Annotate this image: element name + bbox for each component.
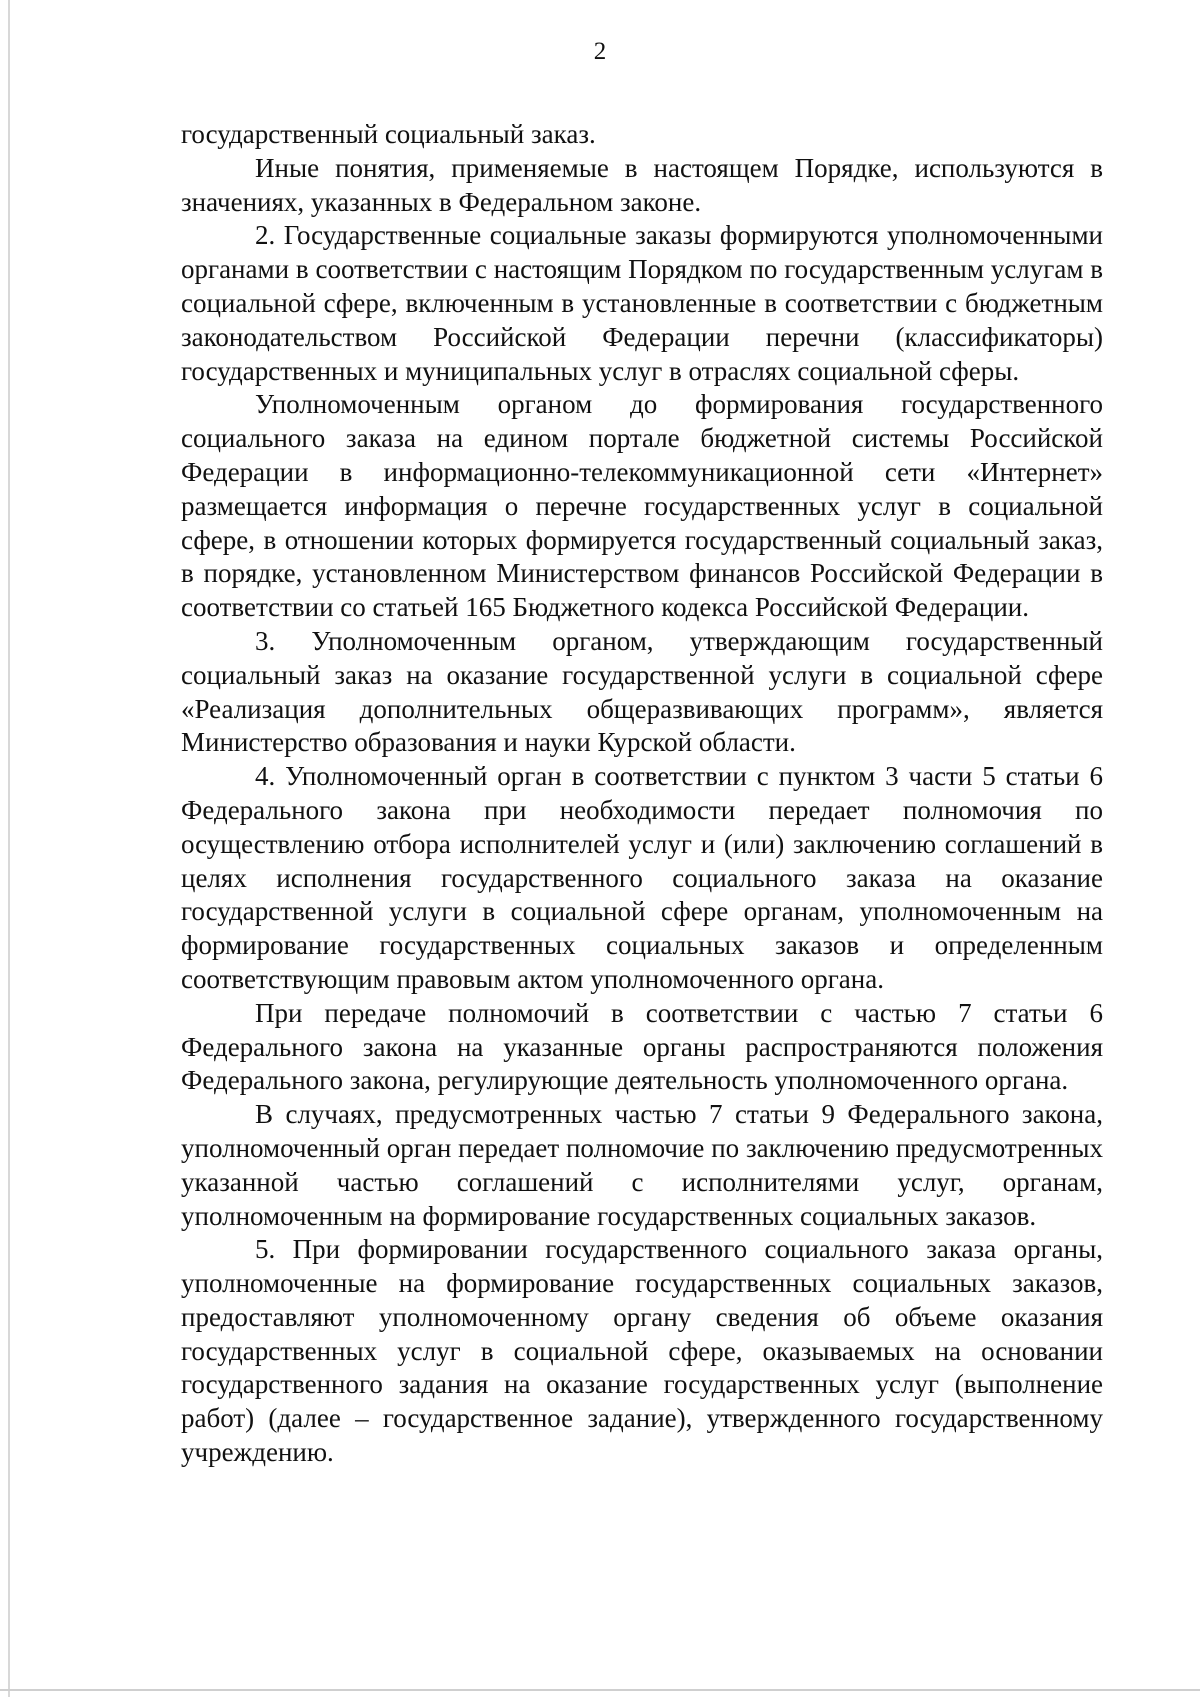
- paragraph-other-terms: Иные понятия, применяемые в настоящем Порядке, используются в значениях, указанных в Федеральном законе.: [181, 152, 1103, 217]
- scan-left-edge: [8, 0, 10, 1697]
- paragraph-item-4: 4. Уполномоченный орган в соответствии с пунктом 3 части 5 статьи 6 Федерального закона при необходимости передает полномочия по осуществлению отбора исполнителей услуг и (или) заключению соглашений в целях исполнения государственного социального заказа на оказание государственной услуги в социальной сфере органам, уполномоченным на формирование государственных социальных заказов и определенным соответствующим правовым актом уполномоченного органа.: [181, 761, 1103, 994]
- paragraph-continuation: государственный социальный заказ.: [181, 119, 596, 149]
- paragraph-item-5: 5. При формировании государственного социального заказа органы, уполномоченные на формирование государственных социальных заказов, предоставляют уполномоченному органу сведения об объеме оказания государственных услуг в социальной сфере, оказываемых на основании государственного задания на оказание государственных услуг (выполнение работ) (далее – государственное задание), утвержденного государственному учреждению.: [181, 1234, 1103, 1468]
- paragraph-cases: В случаях, предусмотренных частью 7 статьи 9 Федерального закона, уполномоченный орган передает полномочие по заключению предусмотренных указанной частью соглашений с исполнителями услуг, органам, уполномоченным на формирование государственных социальных заказов.: [181, 1099, 1103, 1231]
- document-body: [181, 118, 1103, 1470]
- scan-bottom-edge: [0, 1689, 1200, 1691]
- paragraph-transfer-powers: При передаче полномочий в соответствии с частью 7 статьи 6 Федерального закона на указанные органы распространяются положения Федерального закона, регулирующие деятельность уполномоченного органа.: [181, 997, 1103, 1096]
- paragraph-portal-info: Уполномоченным органом до формирования государственного социального заказа на едином портале бюджетной системы Российской Федерации в информационно-телекоммуникационной сети «Интернет» размещается информация о перечне государственных услуг в социальной сфере, в отношении которых формируется государственный социальный заказ, в порядке, установленном Министерством финансов Российской Федерации в соответствии со статьей 165 Бюджетного кодекса Российской Федерации.: [181, 389, 1103, 623]
- paragraph-item-2: 2. Государственные социальные заказы формируются уполномоченными органами в соответствии с настоящим Порядком по государственным услугам в социальной сфере, включенным в установленные в соответствии с бюджетным законодательством Российской Федерации перечни (классификаторы) государственных и муниципальных услуг в отраслях социальной сферы.: [181, 220, 1103, 386]
- page-number: 2: [593, 38, 607, 65]
- paragraph-item-3: 3. Уполномоченным органом, утверждающим государственный социальный заказ на оказание государственной услуги в социальной сфере «Реализация дополнительных общеразвивающих программ», является Министерство образования и науки Курской области.: [181, 625, 1103, 758]
